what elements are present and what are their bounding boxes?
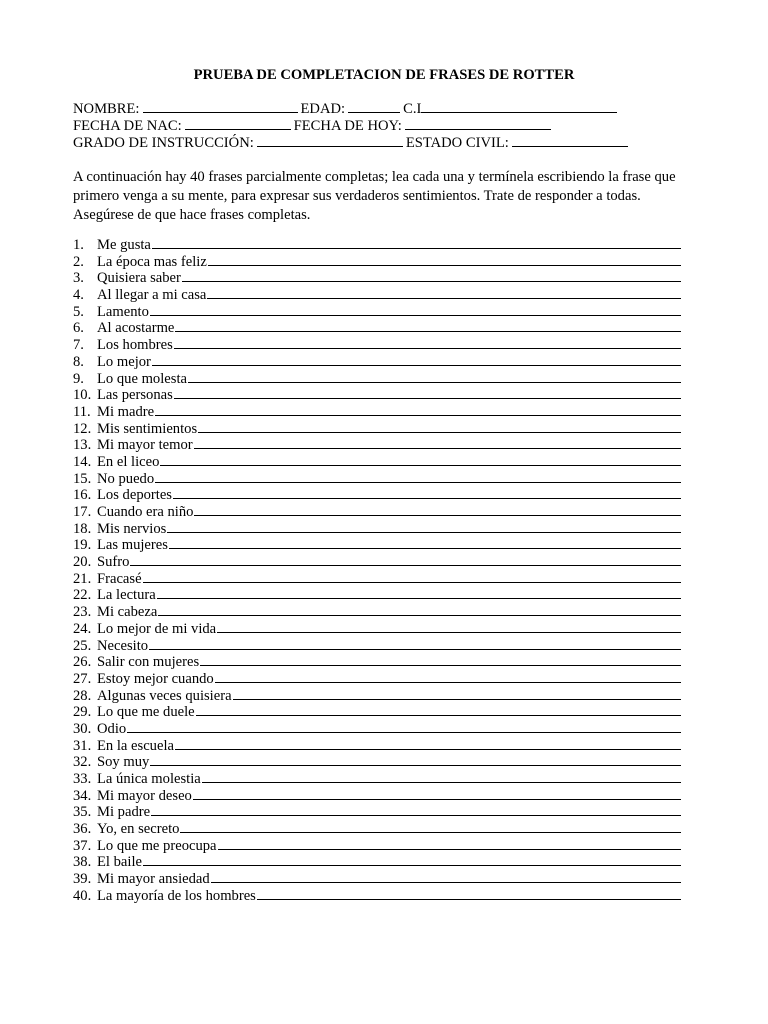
list-item: [73, 553, 693, 570]
answer-line[interactable]: [174, 336, 681, 349]
item-number: 2.: [73, 253, 84, 270]
answer-line[interactable]: [188, 370, 681, 383]
item-number: 20.: [73, 554, 92, 571]
list-item: [73, 336, 693, 353]
list-item: [73, 770, 693, 787]
list-item: [73, 520, 693, 537]
answer-line[interactable]: [215, 670, 681, 683]
list-item: [73, 453, 693, 470]
list-item: [73, 637, 693, 654]
list-item: [73, 286, 693, 303]
item-number: 1.: [73, 237, 84, 253]
item-number: 27.: [73, 670, 92, 687]
document-title: PRUEBA DE COMPLETACION DE FRASES DE ROTTER: [193, 67, 575, 83]
item-number: 22.: [73, 587, 92, 604]
list-item: [73, 703, 693, 720]
answer-line[interactable]: [152, 353, 681, 366]
ci-blank[interactable]: [421, 100, 617, 113]
ci-label: C.I: [403, 101, 422, 117]
answer-line[interactable]: [158, 603, 681, 616]
item-number: 21.: [73, 570, 92, 587]
header-line-1: [73, 100, 693, 117]
answer-line[interactable]: [160, 453, 681, 466]
fecha-hoy-label: FECHA DE HOY:: [293, 118, 402, 134]
item-prompt: Al acostarme: [97, 320, 175, 337]
item-prompt: Necesito: [97, 637, 149, 654]
fecha-nac-label: FECHA DE NAC:: [73, 118, 182, 134]
answer-line[interactable]: [127, 720, 681, 733]
header-fields: [73, 100, 693, 151]
nombre-label: NOMBRE:: [73, 101, 140, 117]
item-number: 9.: [73, 370, 84, 387]
item-prompt: Me gusta: [97, 237, 151, 253]
item-prompt: Lo que me duele: [97, 704, 195, 721]
list-item: [73, 403, 693, 420]
item-number: 17.: [73, 504, 92, 520]
list-item: [73, 319, 693, 336]
item-prompt: La mayoría de los hombres: [97, 887, 256, 904]
answer-line[interactable]: [257, 887, 681, 900]
answer-line[interactable]: [155, 403, 681, 416]
list-item: [73, 620, 693, 637]
item-prompt: Mis nervios: [97, 520, 167, 537]
item-number: 6.: [73, 320, 84, 337]
item-prompt: La única molestia: [97, 771, 201, 787]
item-number: 7.: [73, 337, 84, 354]
list-item: [73, 253, 693, 270]
instructions-paragraph: A continuación hay 40 frases parcialmente completas; lea cada una y termínela escribiendo la frase que primero venga a su mente, para expresar sus verdaderos sentimientos. Trate de responder a todas. Asegúrese de que hace frases completas.: [73, 169, 676, 223]
list-item: [73, 820, 693, 837]
answer-line[interactable]: [217, 620, 681, 633]
answer-line[interactable]: [143, 570, 681, 583]
list-item: [73, 503, 693, 520]
list-item: [73, 420, 693, 437]
item-prompt: Mi cabeza: [97, 604, 158, 621]
answer-line[interactable]: [233, 687, 681, 700]
list-item: [73, 653, 693, 670]
list-item: [73, 837, 693, 854]
answer-line[interactable]: [202, 770, 681, 783]
list-item: [73, 536, 693, 553]
list-item: [73, 670, 693, 687]
answer-line[interactable]: [149, 637, 681, 650]
item-prompt: Lo que molesta: [97, 370, 187, 387]
list-item: [73, 370, 693, 387]
item-prompt: La lectura: [97, 587, 156, 604]
answer-line[interactable]: [174, 386, 681, 399]
item-number: 15.: [73, 470, 92, 487]
item-number: 10.: [73, 387, 92, 404]
item-number: 5.: [73, 303, 84, 320]
item-prompt: Lo mejor de mi vida: [97, 620, 217, 637]
item-prompt: Mi madre: [97, 403, 155, 420]
item-prompt: Las personas: [97, 387, 173, 404]
item-number: 26.: [73, 654, 92, 671]
item-number: 16.: [73, 487, 92, 504]
answer-line[interactable]: [152, 236, 681, 249]
answer-line[interactable]: [150, 303, 681, 316]
answer-line[interactable]: [143, 853, 681, 866]
item-prompt: Los hombres: [97, 337, 173, 354]
answer-line[interactable]: [175, 319, 681, 332]
item-number: 33.: [73, 771, 92, 787]
fecha-nac-blank[interactable]: [185, 117, 291, 130]
nombre-blank[interactable]: [143, 100, 298, 113]
item-number: 14.: [73, 453, 92, 470]
item-number: 29.: [73, 704, 92, 721]
list-item: [73, 853, 693, 870]
estado-civil-label: ESTADO CIVIL:: [405, 135, 509, 151]
list-item: [73, 269, 693, 286]
sentence-list: [73, 236, 693, 904]
grado-blank[interactable]: [257, 134, 403, 147]
list-item: [73, 353, 693, 370]
list-item: [73, 787, 693, 804]
list-item: [73, 470, 693, 487]
item-prompt: La época mas feliz: [97, 253, 207, 270]
item-number: 39.: [73, 871, 92, 888]
answer-line[interactable]: [211, 870, 681, 883]
item-prompt: En el liceo: [97, 453, 160, 470]
answer-line[interactable]: [193, 787, 681, 800]
answer-line[interactable]: [167, 520, 681, 533]
answer-line[interactable]: [182, 269, 681, 282]
item-number: 37.: [73, 837, 92, 854]
item-prompt: Soy muy: [97, 754, 150, 771]
item-prompt: Yo, en secreto: [97, 821, 180, 838]
list-item: [73, 737, 693, 754]
item-number: 24.: [73, 620, 92, 637]
list-item: [73, 386, 693, 403]
item-prompt: Lo que me preocupa: [97, 837, 217, 854]
item-number: 12.: [73, 420, 92, 437]
header-line-3: [73, 134, 693, 151]
item-number: 31.: [73, 737, 92, 754]
item-prompt: Las mujeres: [97, 537, 168, 554]
list-item: [73, 586, 693, 603]
answer-line[interactable]: [207, 286, 681, 299]
item-number: 34.: [73, 787, 92, 804]
item-number: 8.: [73, 353, 84, 370]
item-number: 35.: [73, 804, 92, 821]
item-prompt: Al llegar a mi casa: [97, 287, 207, 304]
list-item: [73, 436, 693, 453]
list-item: [73, 486, 693, 503]
list-item: [73, 303, 693, 320]
item-number: 13.: [73, 437, 92, 454]
answer-line[interactable]: [194, 436, 681, 449]
item-number: 19.: [73, 537, 92, 554]
item-prompt: En la escuela: [97, 737, 174, 754]
list-item: [73, 720, 693, 737]
grado-label: GRADO DE INSTRUCCIÓN:: [73, 135, 254, 151]
item-number: 40.: [73, 887, 92, 904]
answer-line[interactable]: [218, 837, 681, 850]
item-prompt: Salir con mujeres: [97, 654, 200, 671]
answer-line[interactable]: [208, 253, 681, 266]
list-item: [73, 570, 693, 587]
item-number: 18.: [73, 520, 92, 537]
list-item: [73, 887, 693, 904]
item-prompt: Mi mayor deseo: [97, 787, 192, 804]
item-number: 4.: [73, 287, 84, 304]
item-prompt: Fracasé: [97, 570, 142, 587]
item-prompt: Los deportes: [97, 487, 172, 504]
item-number: 28.: [73, 687, 92, 704]
item-prompt: Mis sentimientos: [97, 420, 198, 437]
item-prompt: No puedo: [97, 470, 155, 487]
item-number: 11.: [73, 403, 91, 420]
item-prompt: Sufro: [97, 554, 130, 571]
edad-blank[interactable]: [348, 100, 400, 113]
item-number: 25.: [73, 637, 92, 654]
item-number: 36.: [73, 821, 92, 838]
item-number: 23.: [73, 604, 92, 621]
item-prompt: Odio: [97, 720, 127, 737]
item-number: 32.: [73, 754, 92, 771]
item-prompt: Quisiera saber: [97, 270, 181, 287]
answer-line[interactable]: [196, 703, 681, 716]
answer-line[interactable]: [130, 553, 681, 566]
list-item: [73, 236, 693, 253]
list-item: [73, 753, 693, 770]
list-item: [73, 603, 693, 620]
item-prompt: Mi padre: [97, 804, 151, 821]
item-prompt: Estoy mejor cuando: [97, 670, 214, 687]
answer-line[interactable]: [155, 470, 681, 483]
fecha-hoy-blank[interactable]: [405, 117, 551, 130]
answer-line[interactable]: [173, 486, 681, 499]
item-prompt: El baile: [97, 854, 142, 871]
item-prompt: Algunas veces quisiera: [97, 687, 232, 704]
header-line-2: [73, 117, 693, 134]
list-item: [73, 870, 693, 887]
list-item: [73, 803, 693, 820]
answer-line[interactable]: [180, 820, 681, 833]
edad-label: EDAD:: [300, 101, 346, 117]
item-prompt: Lo mejor: [97, 353, 151, 370]
list-item: [73, 687, 693, 704]
answer-line[interactable]: [169, 536, 681, 549]
answer-line[interactable]: [150, 753, 681, 766]
item-number: 38.: [73, 854, 92, 871]
answer-line[interactable]: [157, 586, 681, 599]
item-number: 30.: [73, 720, 92, 737]
item-prompt: Lamento: [97, 303, 149, 320]
answer-line[interactable]: [151, 803, 681, 816]
answer-line[interactable]: [200, 653, 681, 666]
estado-civil-blank[interactable]: [512, 134, 628, 147]
answer-line[interactable]: [194, 503, 681, 516]
answer-line[interactable]: [198, 420, 681, 433]
item-prompt: Mi mayor temor: [97, 437, 193, 454]
answer-line[interactable]: [175, 737, 681, 750]
item-prompt: Cuando era niño: [97, 504, 194, 520]
item-prompt: Mi mayor ansiedad: [97, 871, 210, 888]
item-number: 3.: [73, 270, 84, 287]
